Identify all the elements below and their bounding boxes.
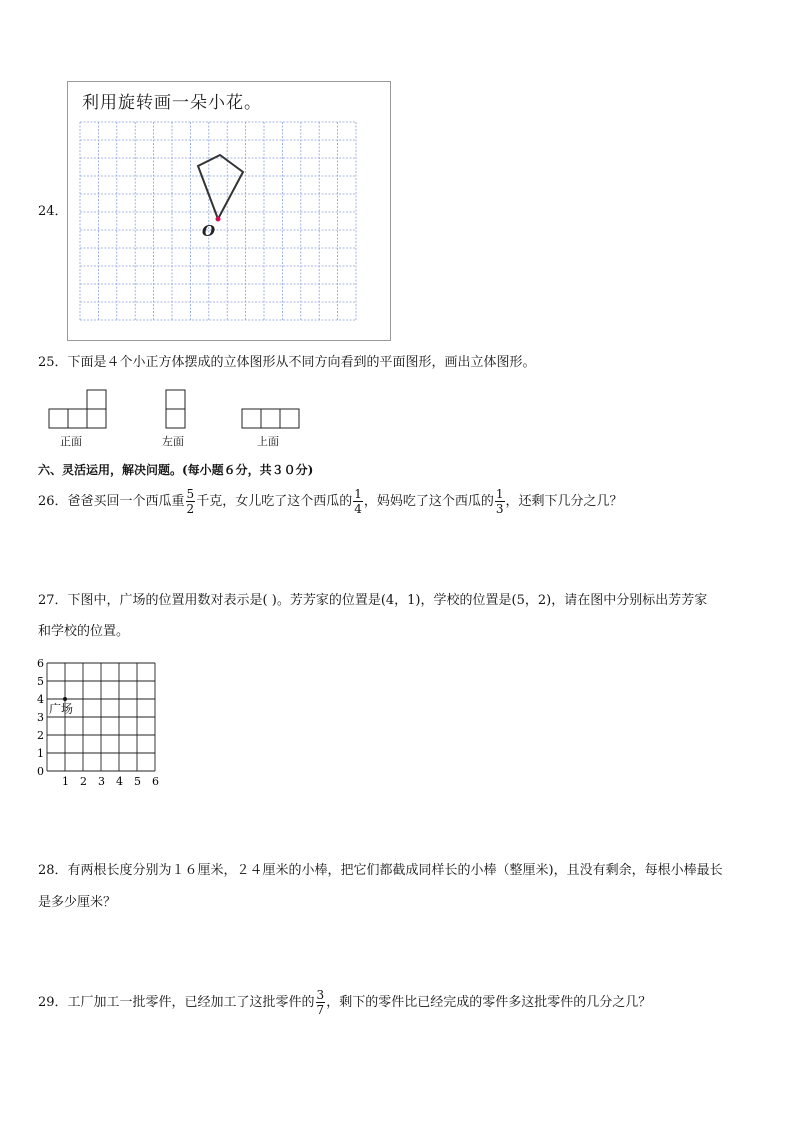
q24-figure-frame [67, 81, 391, 341]
q26-fraction-1: $\frac{5}{2}$ [186, 487, 195, 516]
q26-fraction-3: $\frac{1}{3}$ [495, 487, 504, 516]
section6-heading: 六、灵活运用，解决问题。(每小题６分，共３０分) [38, 463, 314, 477]
square-point [63, 697, 67, 701]
q29-text [38, 989, 651, 1016]
q27-line1: 27．下图中，广场的位置用数对表示是( )。芳芳家的位置是(4，1)，学校的位置是(5，2)，请在图中分别标出芳芳家 [38, 593, 708, 608]
x-tick-label: 5 [134, 775, 141, 787]
q28-line2: 是多少厘米？ [38, 895, 117, 910]
q26-part3: ，妈妈吃了这个西瓜的 [363, 494, 494, 509]
q29-part1: 29．工厂加工一批零件，已经加工了这批零件的 [38, 995, 315, 1010]
front-view [49, 390, 106, 428]
y-tick-label: 4 [37, 693, 44, 706]
front-view-label: 正面 [60, 435, 82, 448]
q26-part4: ，还剩下几分之几？ [505, 494, 623, 509]
top-view [242, 409, 299, 428]
q24-rotation-grid [68, 82, 390, 340]
q26-fraction-2: $\frac{1}{4}$ [354, 487, 362, 516]
q24-number: 24． [38, 204, 68, 219]
y-tick-label: 3 [37, 711, 44, 724]
q26-part1: 26．爸爸买回一个西瓜重 [38, 494, 185, 509]
y-tick-label: 1 [37, 747, 44, 760]
y-tick-label: 5 [37, 675, 44, 688]
square-label: 广场 [49, 702, 74, 716]
q26-part2: 千克，女儿吃了这个西瓜的 [196, 494, 353, 509]
q26-text [38, 488, 623, 515]
q24-figure-title: 利用旋转画一朵小花。 [82, 93, 262, 113]
y-tick-label: 2 [37, 729, 44, 742]
q29-part2: ，剩下的零件比已经完成的零件多这批零件的几分之几？ [326, 995, 652, 1010]
q27-coordinate-grid [30, 655, 170, 787]
top-view-label: 上面 [257, 435, 279, 448]
rotation-center-point [216, 217, 221, 222]
left-view-label: 左面 [162, 435, 184, 448]
x-tick-label: 1 [62, 775, 69, 787]
x-tick-label: 4 [116, 775, 123, 787]
kite-shape [198, 155, 243, 219]
q27-line2: 和学校的位置。 [38, 624, 130, 639]
q25-text: 25．下面是４个小正方体摆成的立体图形从不同方向看到的平面图形，画出立体图形。 [38, 355, 536, 370]
q25-views [40, 385, 320, 455]
y-tick-label: 6 [37, 657, 44, 670]
x-tick-label: 2 [80, 775, 87, 787]
y-tick-label: 0 [37, 765, 44, 778]
x-tick-label: 6 [152, 775, 159, 787]
rotation-center-label: O [202, 222, 216, 240]
q28-line1: 28．有两根长度分别为１６厘米，２４厘米的小棒，把它们都截成同样长的小棒（整厘米)，且没有剩余，每根小棒最长 [38, 863, 723, 878]
q29-fraction: $\frac{3}{7}$ [316, 988, 325, 1017]
x-tick-label: 3 [98, 775, 105, 787]
left-view [166, 390, 185, 428]
